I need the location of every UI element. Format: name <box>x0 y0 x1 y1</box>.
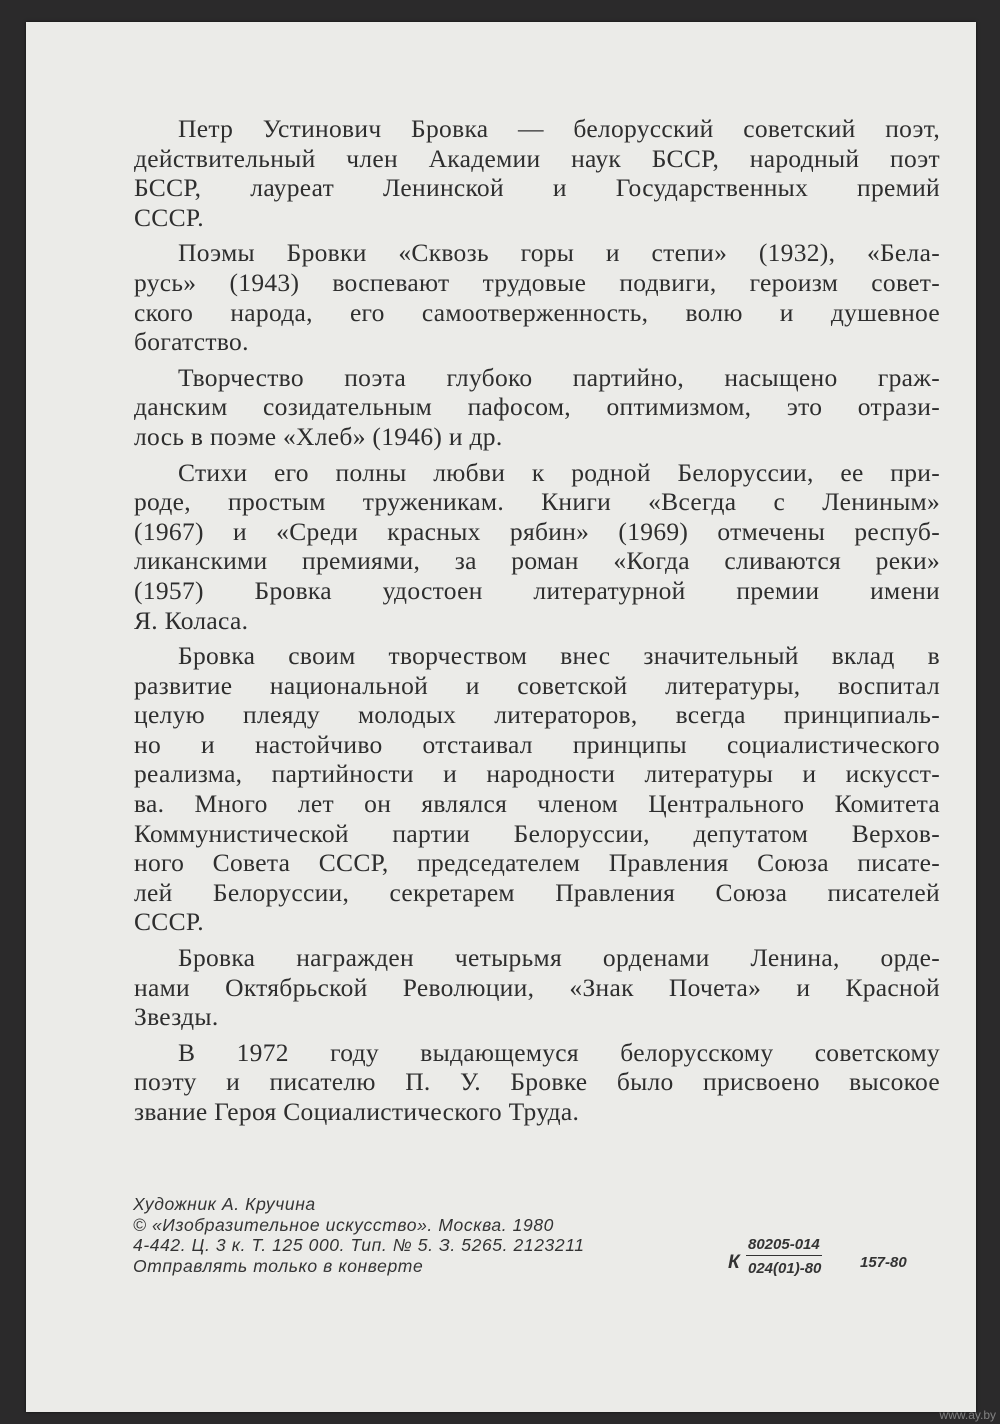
text-line: Бровка награжден четырьмя орденами Ленина, орде- <box>178 943 940 973</box>
text-line: Поэмы Бровки «Сквозь горы и степи» (1932), «Бела- <box>178 238 940 268</box>
text-line: Стихи его полны любви к родной Белоруссии, ее при- <box>178 457 940 487</box>
text-line: но и настойчиво отстаивал принципы социалистического <box>134 729 940 759</box>
imprint-line: Художник А. Кручина <box>133 1194 316 1214</box>
catalog-suffix: 157-80 <box>860 1254 907 1271</box>
text-line: Я. Коласа. <box>134 605 249 635</box>
paragraph <box>134 238 940 356</box>
text-line: Петр Устинович Бровка — белорусский советский поэт, <box>178 114 940 143</box>
paragraph <box>134 1038 940 1127</box>
paragraph <box>134 363 940 452</box>
imprint-line: 4-442. Ц. 3 к. Т. 125 000. Тип. № 5. З. 5265. 2123211 <box>133 1235 585 1255</box>
text-line: Звезды. <box>134 1002 219 1032</box>
watermark: www.ay.by <box>939 1408 996 1422</box>
text-line: Коммунистической партии Белоруссии, депутатом Верхов- <box>134 818 940 848</box>
text-line: нами Октябрьской Революции, «Знак Почета» и Красной <box>134 972 940 1002</box>
text-line: роде, простым труженикам. Книги «Всегда с Лениным» <box>134 487 940 517</box>
paragraph <box>134 458 940 636</box>
publisher-imprint <box>133 1194 733 1276</box>
text-line: В 1972 году выдающемуся белорусскому советскому <box>178 1037 940 1067</box>
catalog-numerator: 80205-014 <box>746 1236 822 1256</box>
text-line: Бровка своим творчеством внес значительный вклад в <box>178 641 940 671</box>
text-line: реализма, партийности и народности литературы и искусст- <box>134 759 940 789</box>
postcard-back <box>26 22 976 1412</box>
imprint-line: Отправлять только в конверте <box>133 1255 424 1276</box>
text-line: целую плеяду молодых литераторов, всегда принципиаль- <box>134 700 940 730</box>
paragraph <box>134 943 940 1032</box>
text-line: (1967) и «Среди красных рябин» (1969) отмечены респуб- <box>134 516 940 546</box>
text-line: лось в поэме «Хлеб» (1946) и др. <box>134 421 503 451</box>
text-line: БССР, лауреат Ленинской и Государственных премий <box>134 173 940 203</box>
text-line: звание Героя Социалистического Труда. <box>134 1097 580 1126</box>
imprint-line: © «Изобразительное искусство». Москва. 1980 <box>133 1214 555 1235</box>
paragraph <box>134 641 940 937</box>
text-line: действительный член Академии наук БССР, народный поэт <box>134 143 940 173</box>
text-line: поэту и писателю П. У. Бровке было присвоено высокое <box>134 1067 940 1097</box>
text-line: Творчество поэта глубоко партийно, насыщено граж- <box>178 362 940 392</box>
catalog-denominator: 024(01)-80 <box>748 1260 822 1277</box>
text-line: (1957) Бровка удостоен литературной премии имени <box>134 575 940 605</box>
biography-text <box>134 114 940 1133</box>
text-line: ва. Много лет он являлся членом Центрального Комитета <box>134 789 940 819</box>
text-line: СССР. <box>134 907 204 937</box>
text-line: лей Белоруссии, секретарем Правления Союза писателей <box>134 877 940 907</box>
text-line: данским созидательным пафосом, оптимизмом, это отрази- <box>134 392 940 422</box>
text-line: богатство. <box>134 327 249 357</box>
text-line: русь» (1943) воспевают трудовые подвиги, героизм совет- <box>134 267 940 297</box>
text-line: ликанскими премиями, за роман «Когда сливаются реки» <box>134 546 940 576</box>
text-line: ского народа, его самоотверженность, волю и душевное <box>134 297 940 327</box>
paragraph <box>134 114 940 232</box>
text-line: ного Совета СССР, председателем Правления Союза писате- <box>134 848 940 878</box>
text-line: развитие национальной и советской литературы, воспитал <box>134 670 940 700</box>
catalog-index <box>728 1236 928 1292</box>
catalog-letter: К <box>728 1252 740 1273</box>
text-line: СССР. <box>134 202 204 232</box>
